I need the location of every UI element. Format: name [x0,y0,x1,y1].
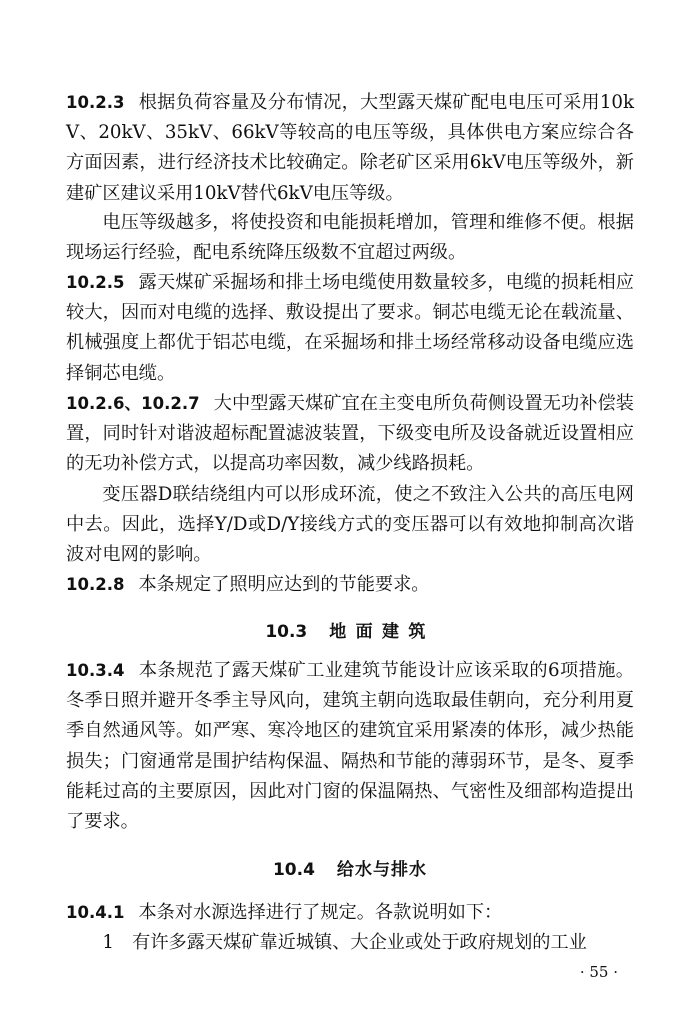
clause-number: 10.2.3 [66,93,125,112]
clause-10-2-3 [66,88,634,209]
section-number: 10.4 [272,860,315,880]
clause-10-4-1 [66,898,634,928]
clause-number: 10.2.6、10.2.7 [66,394,200,413]
section-number: 10.3 [265,622,308,642]
page-number: · 55 · [579,963,618,981]
clause-10-4-1-item-1: 1 有许多露天煤矿靠近城镇、大企业或处于政府规划的工业 [102,932,587,953]
clause-number: 10.3.4 [66,661,125,680]
clause-10-2-8 [66,570,634,600]
clause-text: 根据负荷容量及分布情况，大型露天煤矿配电电压可采用10kV、20kV、35kV、66kV等较高的电压等级，具体供电方案应综合各方面因素，进行经济技术比较确定。除老矿区采用6kV电压等级外，新建矿区建议采用10kV替代6kV电压等级。 [66,92,634,204]
clause-number: 10.4.1 [66,903,125,922]
clause-number: 10.2.5 [66,273,125,292]
section-title: 地面建筑 [329,622,435,642]
clause-10-3-4 [66,656,634,837]
clause-10-2-3-paragraph-2: 电压等级越多，将使投资和电能损耗增加，管理和维修不便。根据现场运行经验，配电系统降压级数不宜超过两级。 [66,212,634,264]
clause-text: 大中型露天煤矿宜在主变电所负荷侧设置无功补偿装置，同时针对谐波超标配置滤波装置，下级变电所及设备就近设置相应的无功补偿方式，以提高功率因数，减少线路损耗。 [66,393,634,475]
clause-text: 露天煤矿采掘场和排土场电缆使用数量较多，电缆的损耗相应较大，因而对电缆的选择、敷设提出了要求。铜芯电缆无论在载流量、机械强度上都优于铝芯电缆，在采掘场和排土场经常移动设备电缆应选择铜芯电缆。 [66,272,634,384]
clause-text: 本条规范了露天煤矿工业建筑节能设计应该采取的6项措施。冬季日照并避开冬季主导风向，建筑主朝向选取最佳朝向，充分利用夏季自然通风等。如严寒、寒冷地区的建筑宜采用紧凑的体形，减少热能损失；门窗通常是围护结构保温、隔热和节能的薄弱环节，是冬、夏季能耗过高的主要原因，因此对门窗的保温隔热、气密性及细部构造提出了要求。 [66,660,634,833]
section-title: 给水与排水 [336,860,428,880]
clause-number: 10.2.8 [66,575,125,594]
clause-10-2-5 [66,268,634,389]
clause-10-2-6-10-2-7 [66,389,634,480]
clause-text: 本条对水源选择进行了规定。各款说明如下： [138,902,503,923]
section-heading-10-4 [0,858,700,882]
clause-10-2-6-paragraph-2: 变压器D联结绕组内可以形成环流，使之不致注入公共的高压电网中去。因此，选择Y/D或D/Y接线方式的变压器可以有效地抑制高次谐波对电网的影响。 [66,484,634,566]
clause-text: 本条规定了照明应达到的节能要求。 [138,574,430,595]
section-heading-10-3 [0,620,700,644]
